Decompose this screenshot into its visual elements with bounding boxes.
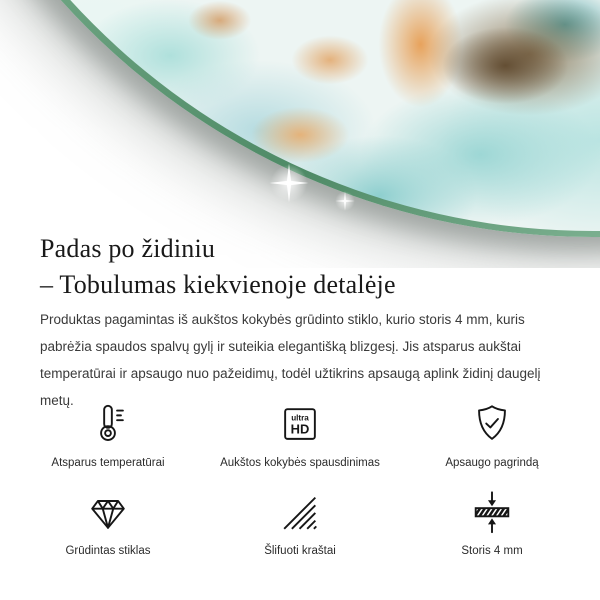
page-title-line1: Padas po židiniu xyxy=(40,234,216,263)
feature-print-quality xyxy=(204,396,396,470)
ultra-hd-badge-bottom: HD xyxy=(290,421,310,437)
feature-label: Apsaugo pagrindą xyxy=(445,457,539,469)
page-title xyxy=(40,231,396,303)
feature-label: Grūdintas stiklas xyxy=(65,545,151,557)
feature-grid xyxy=(12,396,588,558)
feature-polished-edges xyxy=(204,484,396,558)
ultra-hd-badge-top: ultra xyxy=(291,413,309,423)
product-image xyxy=(0,0,600,268)
feature-label: Šlifuoti kraštai xyxy=(264,545,336,557)
feature-label: Atsparus temperatūrai xyxy=(51,457,165,469)
polished-edges-icon xyxy=(277,484,323,540)
ultra-hd-icon xyxy=(277,396,323,452)
page-title-line2: – Tobulumas kiekvienoje detalėje xyxy=(40,270,396,299)
feature-heat-resistant xyxy=(12,396,204,470)
thermometer-icon xyxy=(85,396,131,452)
feature-label: Storis 4 mm xyxy=(461,545,523,557)
thickness-icon xyxy=(469,484,515,540)
sparkle-glint-icon xyxy=(266,160,312,206)
feature-thickness xyxy=(396,484,588,558)
product-description-text: Produktas pagamintas iš aukštos kokybės grūdinto stiklo, kurio storis 4 mm, kuris pabrėžia spaudos spalvų gylį ir suteikia elegantišką blizgesį. Jis atsparus aukštai temperatūrai ir apsaugo nuo pažeidimų, todėl užtikrins apsaugą aplink židinį daugelį metų. xyxy=(40,312,541,408)
feature-label: Aukštos kokybės spausdinimas xyxy=(220,457,380,469)
diamond-icon xyxy=(85,484,131,540)
feature-tempered-glass xyxy=(12,484,204,558)
shield-check-icon xyxy=(469,396,515,452)
feature-protects-base xyxy=(396,396,588,470)
sparkle-glint-small-icon xyxy=(332,188,358,214)
